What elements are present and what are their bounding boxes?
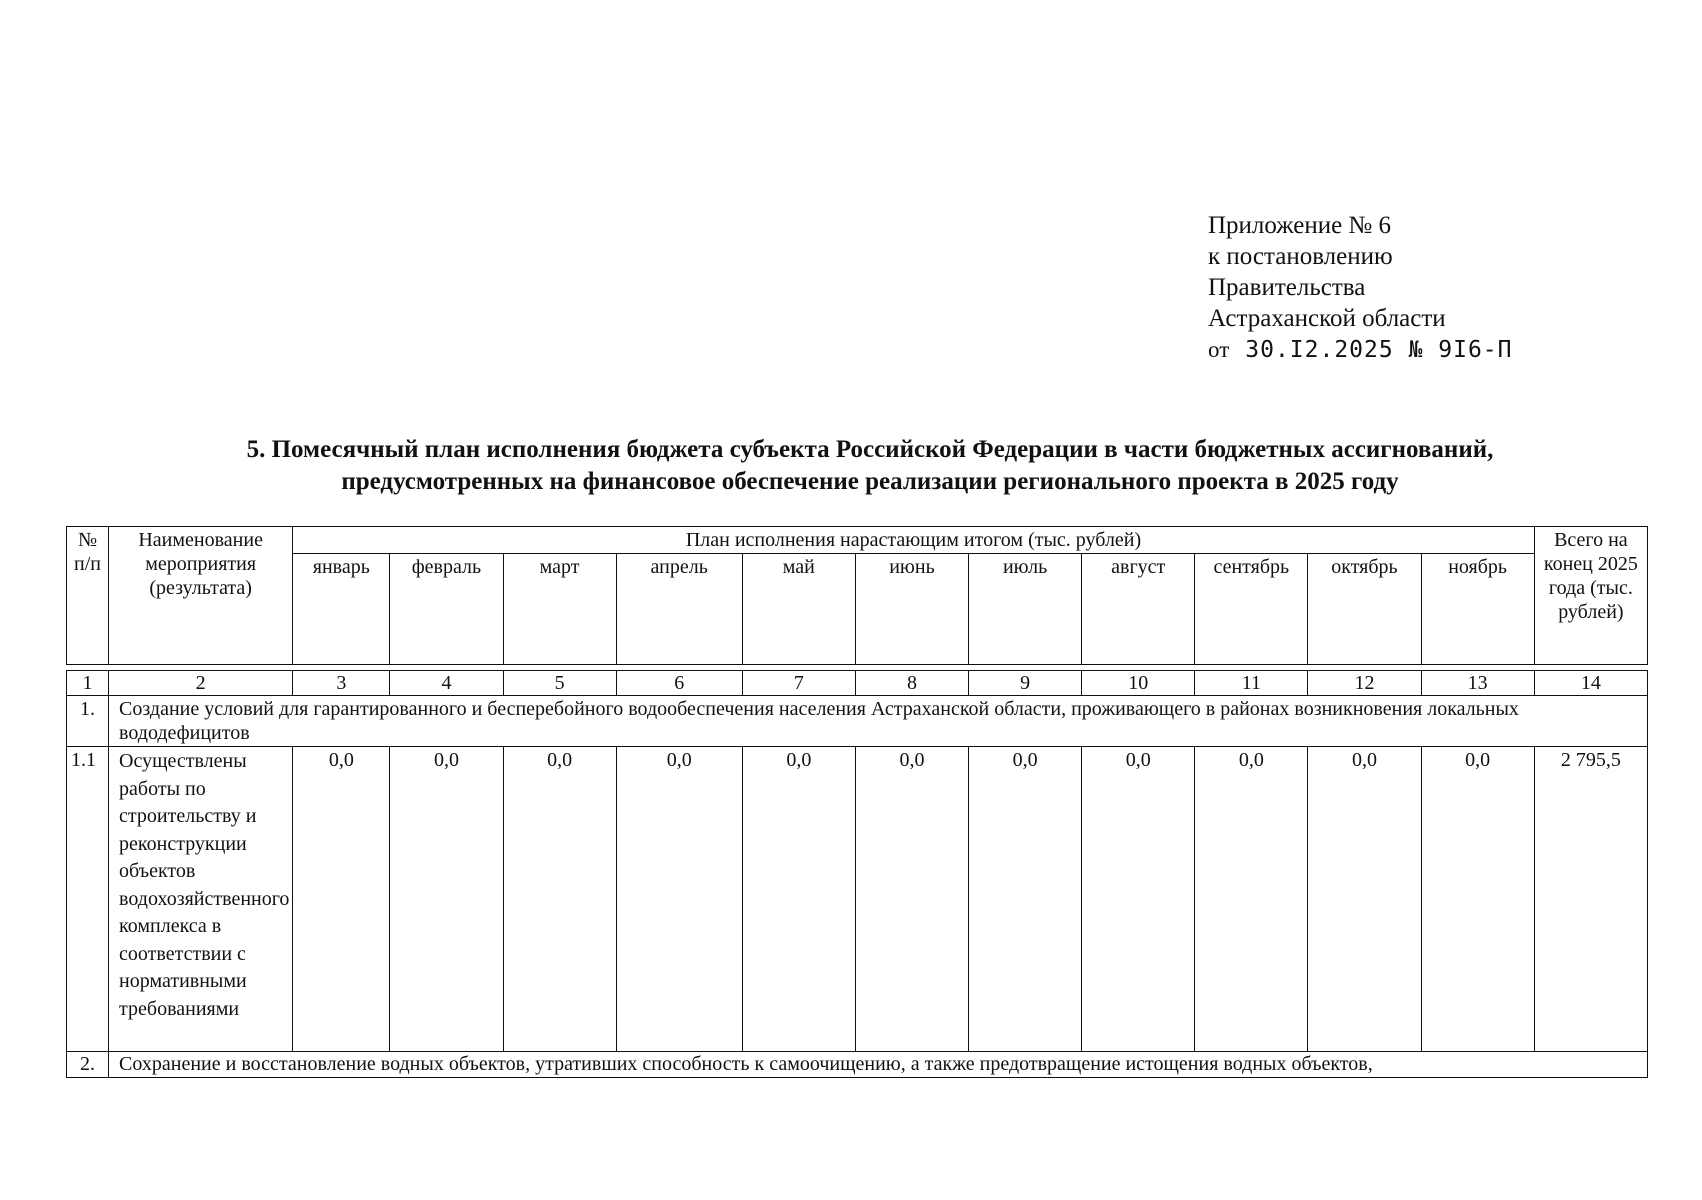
- column-number: 6: [616, 671, 742, 696]
- column-number: 4: [390, 671, 503, 696]
- column-number: 9: [969, 671, 1082, 696]
- month-value: 0,0: [293, 747, 390, 1052]
- month-value: 0,0: [1308, 747, 1421, 1052]
- column-number: 10: [1082, 671, 1195, 696]
- month-value: 0,0: [616, 747, 742, 1052]
- month-value: 0,0: [969, 747, 1082, 1052]
- month-value: 0,0: [855, 747, 968, 1052]
- month-value: 0,0: [503, 747, 616, 1052]
- annex-line-4: Астраханской области: [1208, 305, 1446, 332]
- header-total: Всего на конец 2025 года (тыс. рублей): [1534, 527, 1647, 665]
- annex-line-2: к постановлению: [1208, 243, 1393, 270]
- month-header: январь: [293, 554, 390, 665]
- month-header: август: [1082, 554, 1195, 665]
- section-title: Сохранение и восстановление водных объектов, утративших способность к самоочищению, а также предотвращение истощения водных объектов,: [109, 1052, 1648, 1078]
- order-date-number: 30.I2.2025 № 9I6-П: [1245, 337, 1513, 363]
- column-number: 14: [1534, 671, 1647, 696]
- header-plan: План исполнения нарастающим итогом (тыс. рублей): [293, 527, 1534, 554]
- column-number: 3: [293, 671, 390, 696]
- annex-line-1: Приложение № 6: [1208, 212, 1392, 239]
- column-number: 1: [67, 671, 109, 696]
- month-header: март: [503, 554, 616, 665]
- month-header: апрель: [616, 554, 742, 665]
- section-2-row: [67, 1052, 1648, 1078]
- annex-line-3: Правительства: [1208, 274, 1366, 301]
- month-header: февраль: [390, 554, 503, 665]
- header-months-row: [67, 554, 1648, 665]
- month-header: июль: [969, 554, 1082, 665]
- item-number: 1.1: [67, 747, 109, 1052]
- month-value: 0,0: [1421, 747, 1534, 1052]
- budget-plan-table: [66, 526, 1648, 1078]
- order-line: [1208, 334, 1513, 366]
- item-row: [67, 747, 1648, 1052]
- column-number: 8: [855, 671, 968, 696]
- document-title: [180, 434, 1560, 498]
- month-header: октябрь: [1308, 554, 1421, 665]
- section-title: Создание условий для гарантированного и бесперебойного водообеспечения населения Астраханской области, проживающего в районах возникновения локальных вододефицитов: [109, 696, 1648, 747]
- header-row: [67, 527, 1648, 554]
- month-value: 0,0: [1195, 747, 1308, 1052]
- column-number: 2: [109, 671, 293, 696]
- month-value: 0,0: [390, 747, 503, 1052]
- column-number: 12: [1308, 671, 1421, 696]
- month-header: июнь: [855, 554, 968, 665]
- month-value: 0,0: [742, 747, 855, 1052]
- section-number: 1.: [67, 696, 109, 747]
- section-number: 2.: [67, 1052, 109, 1078]
- column-number: 13: [1421, 671, 1534, 696]
- title-line-1: 5. Помесячный план исполнения бюджета субъекта Российской Федерации в части бюджетных ассигнований,: [246, 436, 1494, 463]
- column-number: 11: [1195, 671, 1308, 696]
- column-number: 5: [503, 671, 616, 696]
- year-total-value: 2 795,5: [1534, 747, 1647, 1052]
- month-value: 0,0: [1082, 747, 1195, 1052]
- header-num: № п/п: [67, 527, 109, 665]
- column-number: 7: [742, 671, 855, 696]
- header-name: Наименование мероприятия (результата): [109, 527, 293, 665]
- month-header: сентябрь: [1195, 554, 1308, 665]
- order-prefix: от: [1208, 337, 1230, 362]
- item-name: Осуществлены работы по строительству и реконструкции объектов водохозяйственного комплекса в соответствии с нормативными требованиями: [109, 747, 293, 1052]
- title-line-2: предусмотренных на финансовое обеспечение реализации регионального проекта в 2025 году: [341, 468, 1399, 495]
- column-numbers-row: [67, 671, 1648, 696]
- section-1-row: [67, 696, 1648, 747]
- annex-block: [1208, 210, 1513, 366]
- month-header: май: [742, 554, 855, 665]
- month-header: ноябрь: [1421, 554, 1534, 665]
